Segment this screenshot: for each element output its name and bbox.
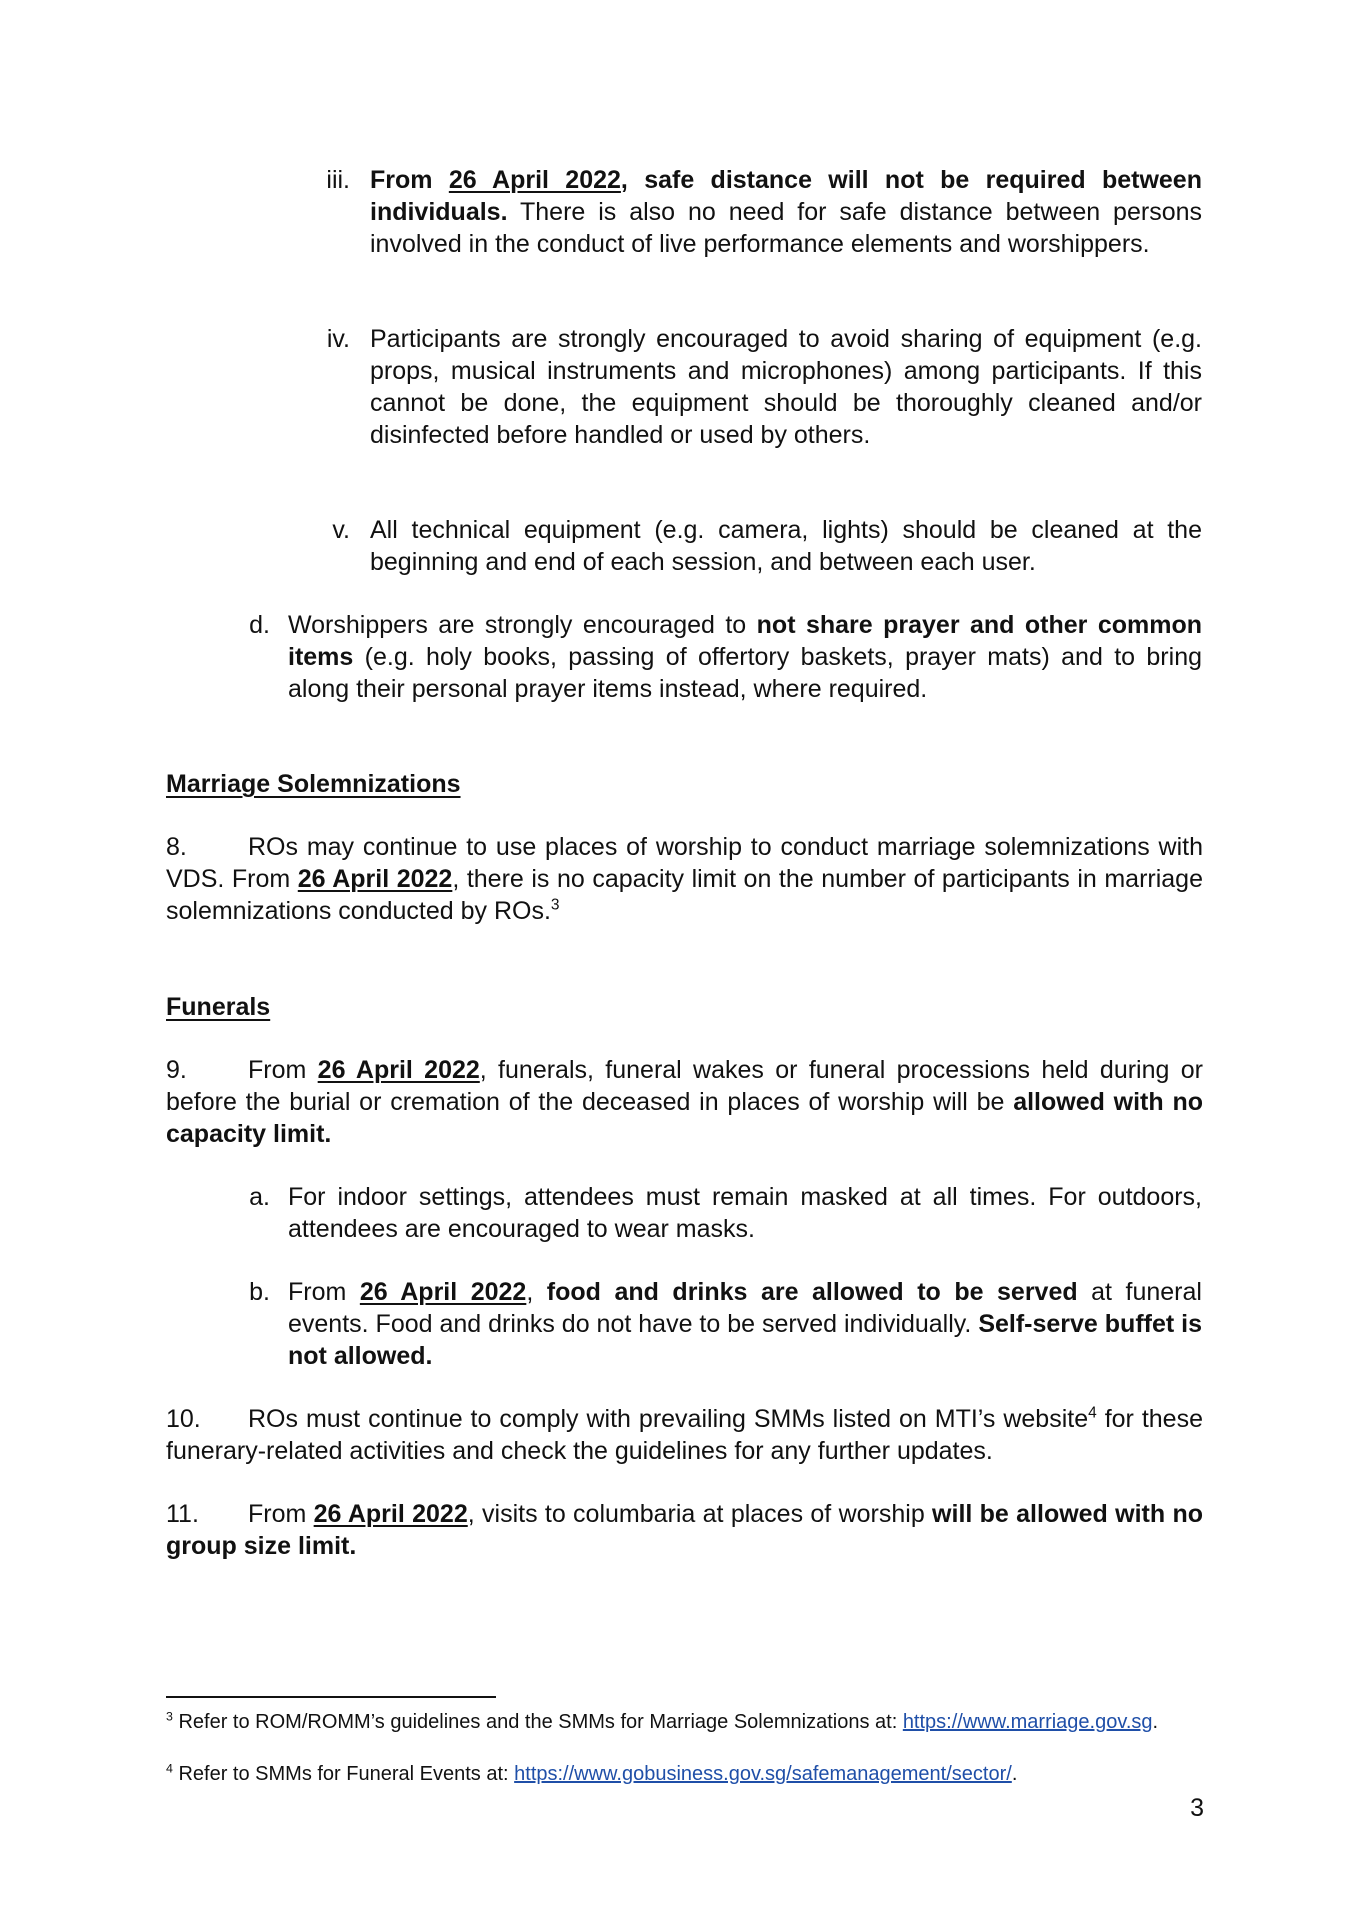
footnote-4 [166, 1761, 1203, 1787]
paragraph-number: 8. [166, 833, 187, 861]
paragraph-text [166, 1405, 1203, 1465]
footnote-link[interactable]: https://www.gobusiness.gov.sg/safemanagement/sector/ [514, 1763, 1012, 1785]
text-run: , visits to columbaria at places of worship [467, 1500, 933, 1528]
text-run: Refer to SMMs for Funeral Events at: [172, 1763, 515, 1785]
text-run: , funerals, funeral wakes or funeral processions held during or before the burial or cremation of the deceased in places of worship will be [166, 1056, 1203, 1116]
paragraph-text [166, 833, 1203, 925]
paragraph-text [166, 1500, 1203, 1560]
list-item-iii [370, 164, 1202, 260]
text-run: 26 April 2022 [313, 1500, 468, 1528]
text-run: There is also no need for safe distance between persons involved in the conduct of live performance elements and worshippers. [370, 198, 1202, 258]
list-marker-b: b. [249, 1278, 270, 1306]
text-run: , [526, 1278, 547, 1306]
text-run: For indoor settings, attendees must remain masked at all times. For outdoors, attendees are encouraged to wear masks. [288, 1183, 1202, 1243]
text-run: 26 April 2022 [448, 166, 621, 194]
page-number: 3 [1190, 1794, 1204, 1822]
paragraph-number: 11. [166, 1500, 199, 1528]
text-run: . [1152, 1711, 1159, 1733]
text-run: ROs may continue to use places of worship to conduct marriage solemnizations with VDS. From [166, 833, 1203, 893]
list-item-a [288, 1181, 1202, 1245]
list-marker-iii: iii. [326, 166, 350, 194]
list-marker-v: v. [332, 516, 350, 544]
text-run: , safe distance will not be required between individuals. [370, 166, 1202, 226]
text-run: ROs must continue to comply with prevailing SMMs listed on MTI’s website [248, 1405, 1089, 1433]
paragraph-number: 10. [166, 1405, 201, 1433]
text-run: From [288, 1278, 360, 1306]
paragraph-text [166, 1056, 1203, 1148]
paragraph-9 [166, 1054, 1203, 1150]
footnote-ref: 3 [550, 896, 560, 914]
list-item-v [370, 514, 1202, 578]
text-run: From [248, 1056, 318, 1084]
footnote-divider [166, 1696, 496, 1698]
text-run: food and drinks are allowed to be served [546, 1278, 1078, 1306]
paragraph-8 [166, 831, 1203, 927]
text-run: will be allowed with no group size limit. [166, 1500, 1203, 1560]
paragraph-number: 9. [166, 1056, 187, 1084]
text-run: at funeral events. Food and drinks do not have to be served individually. [288, 1278, 1202, 1338]
text-run: From [370, 166, 449, 194]
footnote-ref: 4 [1088, 1404, 1097, 1422]
list-item-iv [370, 323, 1202, 451]
footnote-3 [166, 1709, 1203, 1735]
text-run: for these funerary-related activities and check the guidelines for any further updates. [166, 1405, 1203, 1465]
list-item-b [288, 1276, 1202, 1372]
text-run: 26 April 2022 [297, 865, 453, 893]
paragraph-10 [166, 1403, 1203, 1467]
text-run: Refer to ROM/ROMM’s guidelines and the SMMs for Marriage Solemnizations at: [172, 1711, 903, 1733]
text-run: not share prayer and other common items [288, 611, 1203, 671]
list-marker-d: d. [249, 611, 270, 639]
footnote-link[interactable]: https://www.marriage.gov.sg [902, 1711, 1153, 1733]
list-marker-iv: iv. [326, 325, 350, 353]
list-item-d [288, 609, 1202, 705]
text-run: , there is no capacity limit on the number of participants in marriage solemnizations conducted by ROs. [166, 865, 1203, 925]
text-run: 26 April 2022 [317, 1056, 480, 1084]
text-run: All technical equipment (e.g. camera, lights) should be cleaned at the beginning and end of each session, and between each user. [370, 516, 1202, 576]
footnote-ref: 3 [166, 1709, 173, 1724]
text-run: From [248, 1500, 314, 1528]
section-heading-funerals: Funerals [166, 993, 271, 1021]
section-heading-marriage: Marriage Solemnizations [166, 770, 461, 798]
text-run: . [1011, 1763, 1018, 1785]
text-run: Participants are strongly encouraged to avoid sharing of equipment (e.g. props, musical instruments and microphones) among participants. If this cannot be done, the equipment should be thoroughly cleaned and/or disinfected before handled or used by others. [370, 325, 1202, 449]
text-run: (e.g. holy books, passing of offertory baskets, prayer mats) and to bring along their personal prayer items instead, where required. [288, 643, 1202, 703]
text-run: allowed with no capacity limit. [166, 1088, 1203, 1148]
text-run: Self-serve buffet is not allowed. [288, 1310, 1203, 1370]
paragraph-11 [166, 1498, 1203, 1562]
text-run: 26 April 2022 [359, 1278, 527, 1306]
footnote-ref: 4 [166, 1761, 173, 1776]
list-marker-a: a. [249, 1183, 270, 1211]
text-run: Worshippers are strongly encouraged to [288, 611, 757, 639]
